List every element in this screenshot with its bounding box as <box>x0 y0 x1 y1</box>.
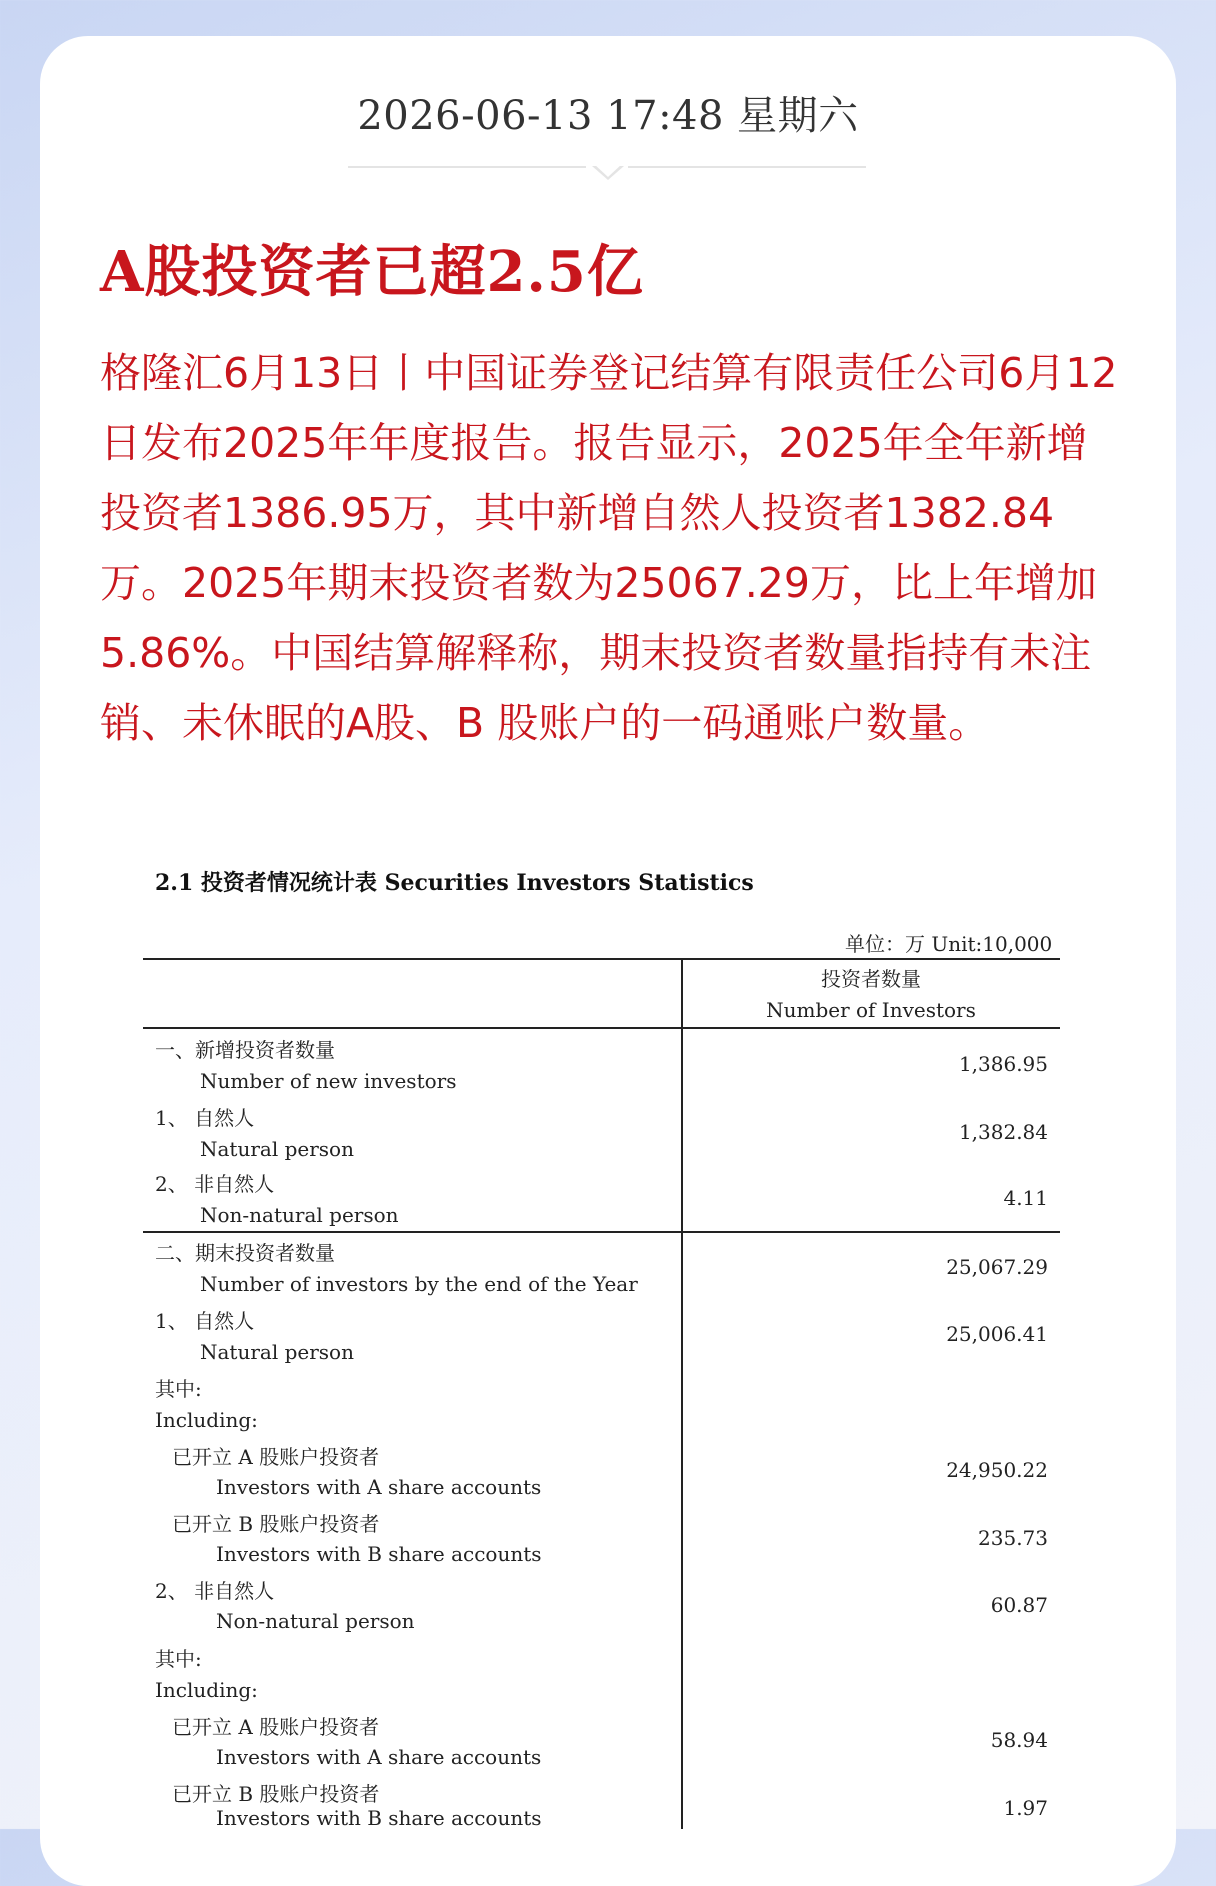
row-label-cn: 其中: <box>155 1377 202 1401</box>
row-label-en: Natural person <box>200 1137 354 1161</box>
article-headline: A股投资者已超2.5亿 <box>100 239 644 305</box>
table-section-rule <box>143 1231 1060 1233</box>
row-value: 60.87 <box>990 1593 1048 1617</box>
divider-right <box>628 166 866 168</box>
row-value: 25,006.41 <box>946 1322 1048 1346</box>
row-value: 24,950.22 <box>946 1458 1048 1482</box>
row-label-en: Investors with A share accounts <box>216 1745 542 1769</box>
row-value: 58.94 <box>990 1728 1048 1752</box>
row-label-en: Investors with B share accounts <box>216 1542 542 1566</box>
row-label-en: Non-natural person <box>216 1609 415 1633</box>
row-label-en: Investors with A share accounts <box>216 1475 542 1499</box>
row-label-cn: 二、期末投资者数量 <box>155 1241 335 1265</box>
row-value: 4.11 <box>1003 1186 1048 1210</box>
row-label-cn: 2、 非自然人 <box>155 1172 275 1196</box>
row-label-cn: 已开立 B 股账户投资者 <box>172 1782 380 1806</box>
row-label-cn: 已开立 A 股账户投资者 <box>172 1715 380 1739</box>
row-label-cn: 已开立 B 股账户投资者 <box>172 1512 380 1536</box>
row-label-en: Natural person <box>200 1340 354 1364</box>
column-header-cn: 投资者数量 <box>821 967 921 991</box>
row-label-en: Non-natural person <box>200 1203 399 1227</box>
row-label-cn: 已开立 A 股账户投资者 <box>172 1445 380 1469</box>
row-label-en: Including: <box>155 1678 258 1702</box>
row-label-cn: 1、 自然人 <box>155 1309 255 1333</box>
row-label-en: Number of new investors <box>200 1069 457 1093</box>
table-top-rule <box>143 958 1060 960</box>
row-value: 25,067.29 <box>946 1255 1048 1279</box>
table-unit-label: 单位：万 Unit:10,000 <box>845 932 1053 956</box>
table-column-rule <box>681 958 683 1829</box>
row-value: 1.97 <box>1003 1796 1048 1820</box>
row-value: 1,382.84 <box>958 1120 1048 1144</box>
row-label-cn: 一、新增投资者数量 <box>155 1038 335 1062</box>
table-header-rule <box>143 1027 1060 1029</box>
divider-left <box>348 166 586 168</box>
row-value: 235.73 <box>978 1526 1048 1550</box>
column-header-en: Number of Investors <box>766 998 976 1022</box>
row-label-cn: 1、 自然人 <box>155 1106 255 1130</box>
row-label-cn: 2、 非自然人 <box>155 1579 275 1603</box>
post-datetime: 2026-06-13 17:48 星期六 <box>357 93 859 139</box>
row-value: 1,386.95 <box>958 1052 1048 1076</box>
row-label-en: Number of investors by the end of the Year <box>200 1272 638 1296</box>
table-section-title: 2.1 投资者情况统计表 Securities Investors Statistics <box>155 870 754 896</box>
article-body: 格隆汇6月13日丨中国证券登记结算有限责任公司6月12日发布2025年年度报告。报告显示，2025年全年新增投资者1386.95万，其中新增自然人投资者1382.84万。2025年期末投资者数为25067.29万，比上年增加5.86%。中国结算解释称，期末投资者数量指持有未注销、未休眠的A股、B 股账户的一码通账户数量。 <box>100 349 1118 747</box>
row-label-en: Investors with B share accounts <box>216 1806 542 1830</box>
row-label-en: Including: <box>155 1408 258 1432</box>
row-label-cn: 其中: <box>155 1647 202 1671</box>
